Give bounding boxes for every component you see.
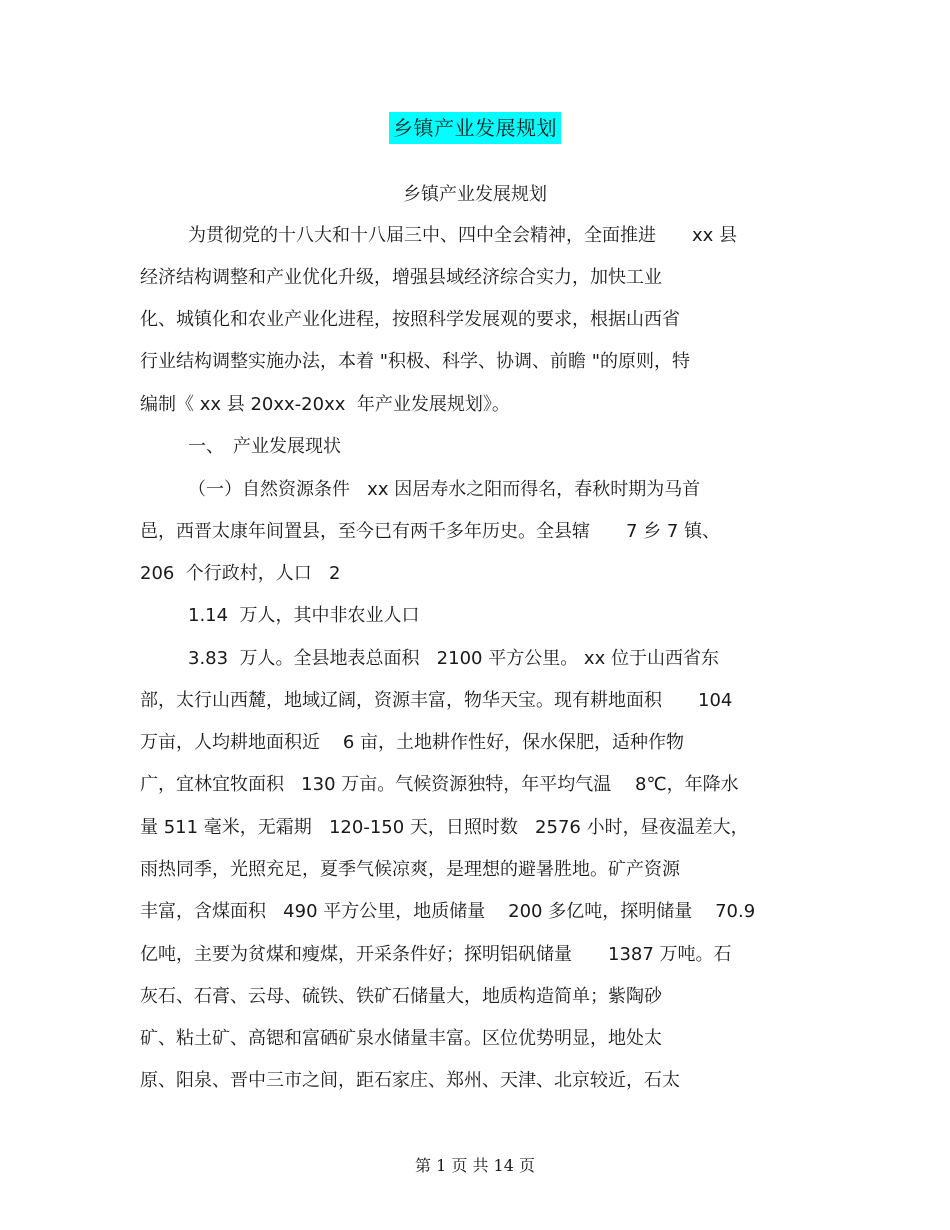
body-line: （一）自然资源条件 xx 因居寿水之阳而得名，春秋时期为马首 <box>188 479 701 500</box>
document-subtitle: 乡镇产业发展规划 <box>403 184 547 205</box>
body-line: 206 个行政村，人口 2 <box>140 563 341 584</box>
body-line: 经济结构调整和产业优化升级，增强县域经济综合实力，加快工业 <box>140 267 662 288</box>
body-line: 化、城镇化和农业产业化进程，按照科学发展观的要求，根据山西省 <box>140 309 680 330</box>
body-line: 亿吨，主要为贫煤和瘦煤，开采条件好；探明铝矾储量 1387 万吨。石 <box>140 944 732 965</box>
body-line: 广，宜林宜牧面积 130 万亩。气候资源独特，年平均气温 8℃，年降水 <box>140 774 739 795</box>
body-line: 行业结构调整实施办法，本着 "积极、科学、协调、前瞻 "的原则，特 <box>140 351 690 372</box>
document-title: 乡镇产业发展规划 <box>389 112 561 144</box>
body-line: 邑，西晋太康年间置县，至今已有两千多年历史。全县辖 7 乡 7 镇、 <box>140 521 721 542</box>
body-line: 万亩，人均耕地面积近 6 亩，土地耕作性好，保水保肥，适种作物 <box>140 732 685 753</box>
body-line: 3.83 万人。全县地表总面积 2100 平方公里。 xx 位于山西省东 <box>188 648 719 669</box>
body-line: 矿、粘土矿、高锶和富硒矿泉水储量丰富。区位优势明显，地处太 <box>140 1028 662 1049</box>
section-heading: 一、 产业发展现状 <box>188 436 341 457</box>
body-line: 部，太行山西麓，地域辽阔，资源丰富，物华天宝。现有耕地面积 104 <box>140 690 733 711</box>
body-line: 编制《 xx 县 20xx-20xx 年产业发展规划》。 <box>140 394 510 415</box>
body-line: 原、阳泉、晋中三市之间，距石家庄、郑州、天津、北京较近，石太 <box>140 1070 680 1091</box>
body-line: 丰富，含煤面积 490 平方公里，地质储量 200 多亿吨，探明储量 70.9 <box>140 901 756 922</box>
body-line: 量 511 毫米，无霜期 120-150 天，日照时数 2576 小时，昼夜温差大， <box>140 817 749 838</box>
body-line: 雨热同季，光照充足，夏季气候凉爽，是理想的避暑胜地。矿产资源 <box>140 859 680 880</box>
page-number-footer: 第 1 页 共 14 页 <box>415 1156 535 1175</box>
body-line: 1.14 万人，其中非农业人口 <box>188 605 420 626</box>
body-line: 灰石、石膏、云母、硫铁、铁矿石储量大，地质构造简单；紫陶砂 <box>140 986 662 1007</box>
title-container <box>0 112 950 144</box>
body-line: 为贯彻党的十八大和十八届三中、四中全会精神，全面推进 xx 县 <box>188 225 738 246</box>
